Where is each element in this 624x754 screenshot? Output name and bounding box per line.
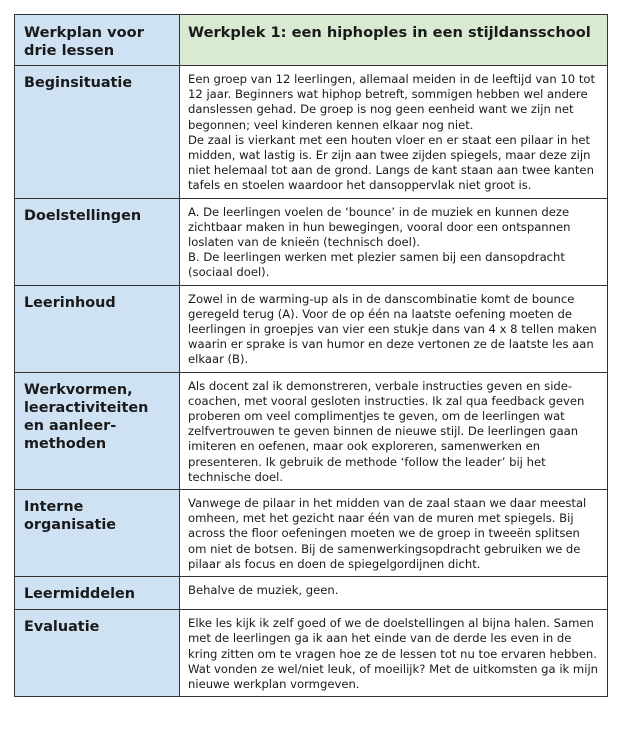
row-content: [180, 198, 608, 285]
row-label: Werkvormen, leeractiviteiten en aanleer-methoden: [15, 372, 180, 489]
row-content: [180, 490, 608, 577]
row-paragraph: Behalve de muziek, geen.: [188, 583, 339, 598]
table-row-werkvormen: [15, 372, 608, 489]
header-left-cell: Werkplan voor drie lessen: [15, 15, 180, 66]
row-label: Evaluatie: [15, 610, 180, 697]
table-row-leermiddelen: [15, 577, 608, 610]
row-label: Leerinhoud: [15, 285, 180, 372]
row-paragraph: De zaal is vierkant met een houten vloer en er staat een pilaar in het midden, wat lastig is. Er zijn aan twee zijden spiegels, maar deze zijn niet helemaal tot aan de grond. Langs de kant staan aan twee kanten tafels en stoelen waardoor het dansoppervlak niet groot is.: [188, 132, 594, 193]
row-label: Beginsituatie: [15, 66, 180, 199]
row-paragraph: B. De leerlingen werken met plezier samen bij een dansopdracht (sociaal doel).: [188, 250, 565, 280]
row-label: Doelstellingen: [15, 198, 180, 285]
row-paragraph: Zowel in de warming-up als in de danscombinatie komt de bounce geregeld terug (A). Voor de op één na laatste oefening moeten de leerlingen in groepjes van vier een stukje dans van 4 x 8 tellen maken waarin er sprake is van humor en deze vertonen ze de laatste les aan elkaar (B).: [188, 291, 597, 367]
row-paragraph: Vanwege de pilaar in het midden van de zaal staan we daar meestal omheen, met het gezicht naar één van de muren met spiegels. Bij across the floor oefeningen moeten we de groep in tweeën splitsen om niet de botsen. Bij de samenwerkingsopdracht gebruiken we de pilaar als focus en doen de spiegelgordijnen dicht.: [188, 496, 587, 571]
row-paragraph: Een groep van 12 leerlingen, allemaal meiden in de leeftijd van 10 tot 12 jaar. Beginners wat hiphop betreft, sommigen hebben wel andere danslessen gehad. De groep is nog geen eenheid want we zijn net begonnen; veel kinderen kennen elkaar nog niet.: [188, 72, 596, 132]
table-row-interne-organisatie: [15, 490, 608, 577]
row-paragraph: A. De leerlingen voelen de ‘bounce’ in de muziek en kunnen deze zichtbaar maken in hun bewegingen, vooral door een ontspannen loslaten van de knieën (technisch doel).: [188, 204, 571, 250]
row-label: Interne organisatie: [15, 490, 180, 577]
werkplan-table: [14, 14, 608, 697]
table-row-doelstellingen: [15, 198, 608, 285]
row-label: Leermiddelen: [15, 577, 180, 610]
table-row-beginsituatie: [15, 66, 608, 199]
table-row-leerinhoud: [15, 285, 608, 372]
table-header-row: [15, 15, 608, 66]
row-content: [180, 610, 608, 697]
row-content: [180, 577, 608, 610]
row-content: [180, 285, 608, 372]
table-row-evaluatie: [15, 610, 608, 697]
row-paragraph: Elke les kijk ik zelf goed of we de doelstellingen al bijna halen. Samen met de leerlingen ga ik aan het einde van de derde les even in de kring zitten om te vragen hoe ze de lessen tot nu toe ervaren hebben. Wat vonden ze wel/niet leuk, of moeilijk? Met de uitkomsten ga ik mijn nieuwe werkplan vormgeven.: [188, 616, 599, 691]
row-content: [180, 66, 608, 199]
row-content: [180, 372, 608, 489]
header-right-cell: Werkplek 1: een hiphoples in een stijldansschool: [180, 15, 608, 66]
row-paragraph: Als docent zal ik demonstreren, verbale instructies geven en side-coachen, met vooral gesloten instructies. Ik zal qua feedback geven proberen om veel complimentjes te geven, om de leerlingen wat zelfvertrouwen te geven binnen de nieuwe stijl. De leerlingen gaan imiteren en oefenen, maar ook exploreren, samenwerken en presenteren. Ik gebruik de methode ‘follow the leader’ bij het technische doel.: [188, 378, 585, 484]
